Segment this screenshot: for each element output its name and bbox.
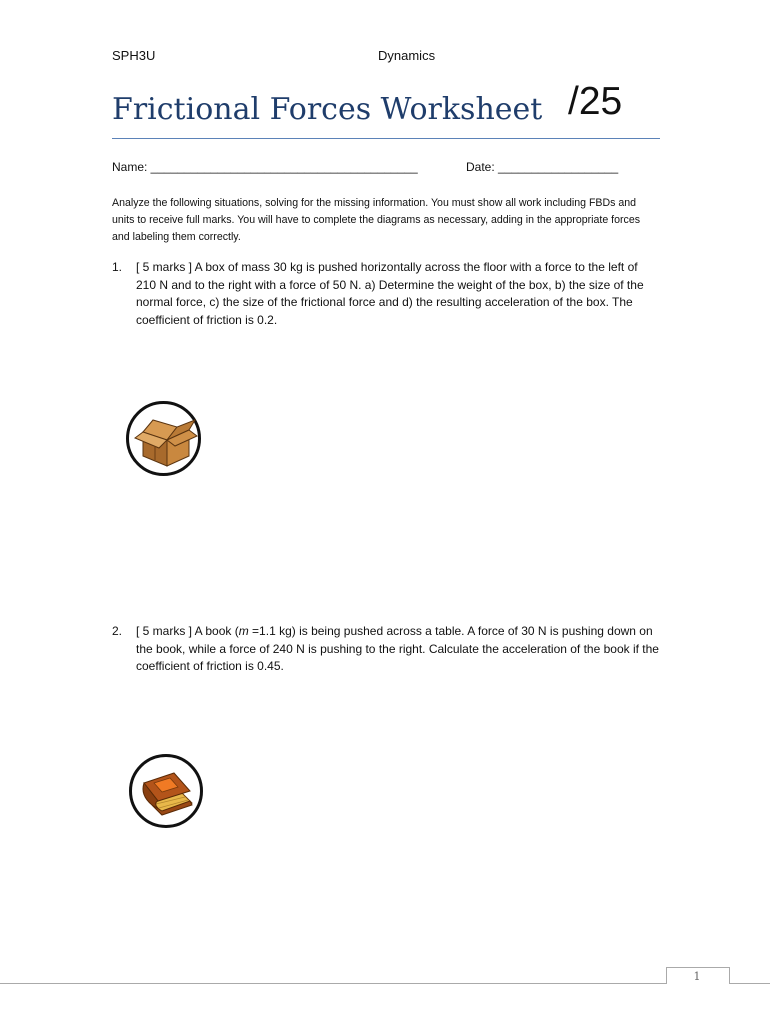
cardboard-box-icon [126, 401, 201, 476]
question-number: 1. [112, 260, 123, 274]
score-total: /25 [568, 80, 623, 123]
question-2 [112, 623, 660, 676]
question-text-end: =1.1 kg) is being pushed across a table. A force of 30 N is pushing down on the book, while a force of 240 N is pushing to the right. Calculate the acceleration of the book if the coefficient of friction is 0.45. [136, 624, 659, 673]
mass-symbol: m [238, 624, 249, 638]
page-title: Frictional Forces Worksheet [112, 92, 543, 127]
question-number: 2. [112, 624, 123, 638]
date-field: Date: __________________ [466, 160, 619, 174]
book-icon [129, 754, 203, 828]
question-text [136, 623, 660, 676]
unit-name: Dynamics [378, 48, 436, 63]
instructions: Analyze the following situations, solving for the missing information. You must show all work including FBDs and units to receive full marks. You will have to complete the diagrams as necessary, adding in the appropriate forces and labeling them correctly. [112, 197, 641, 243]
footer-rule [0, 983, 770, 984]
question-text: [ 5 marks ] A box of mass 30 kg is pushed horizontally across the floor with a force to the left of 210 N and to the right with a force of 50 N. a) Determine the weight of the box, b) the size of the normal force, c) the size of the frictional force and d) the resulting acceleration of the box. The coefficient of friction is 0.2. [136, 260, 644, 327]
question-text-start: [ 5 marks ] A book ( [136, 624, 239, 638]
title-underline [112, 138, 660, 139]
page-number: 1 [693, 970, 701, 983]
question-1 [112, 259, 660, 329]
name-field: Name: ________________________________________ [112, 160, 418, 174]
course-code: SPH3U [112, 48, 156, 63]
